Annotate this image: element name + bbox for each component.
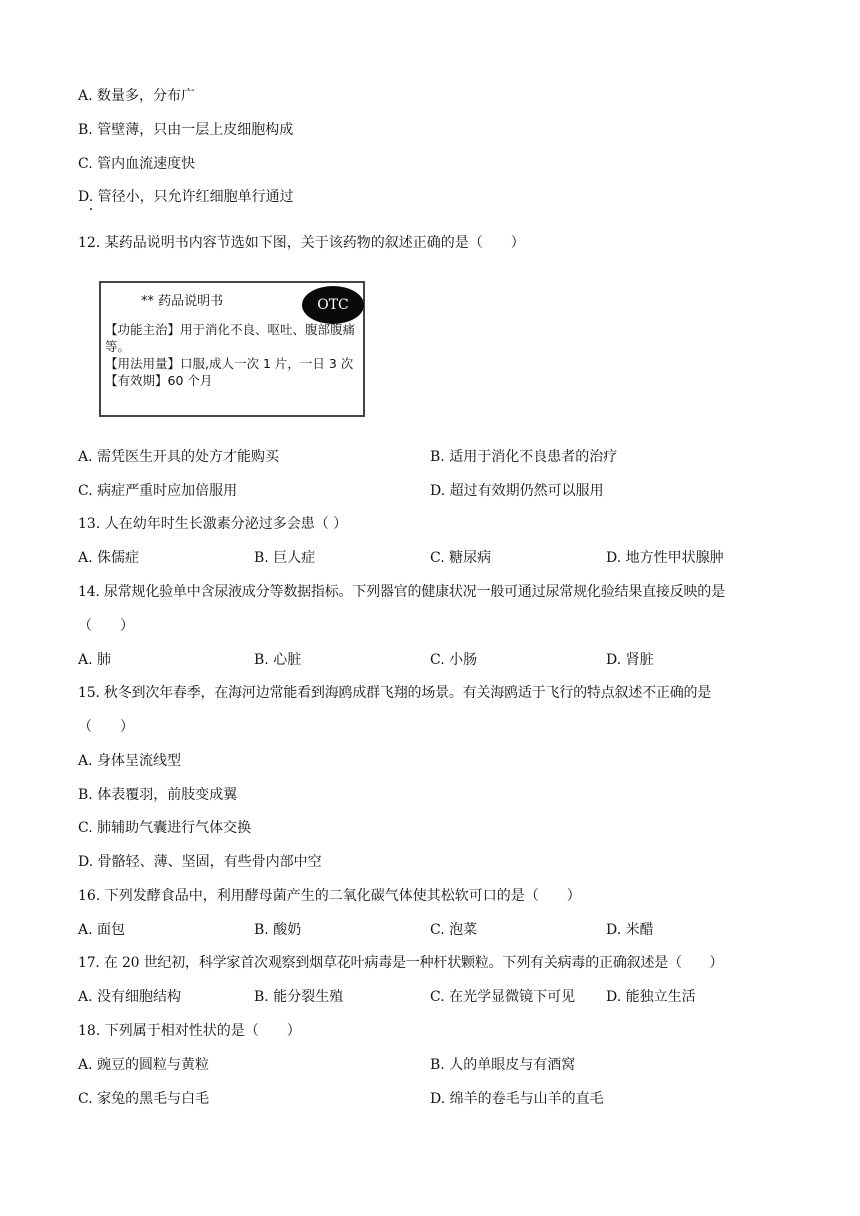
q12-option-a: A. 需凭医生开具的处方才能购买 xyxy=(78,449,280,465)
label-title: ** 药品说明书 xyxy=(141,294,224,309)
q15-stem: 15. 秋冬到次年春季，在海河边常能看到海鸥成群飞翔的场景。有关海鸥适于飞行的特点叙述不正确的是 xyxy=(78,685,712,701)
q14-option-b: B. 心脏 xyxy=(254,652,302,668)
q12-option-c: C. 病症严重时应加倍服用 xyxy=(78,483,238,499)
q15-option-c: C. 肺辅助气囊进行气体交换 xyxy=(78,820,252,836)
q13-option-b: B. 巨人症 xyxy=(254,550,316,566)
q11-option-a: A. 数量多，分布广 xyxy=(78,88,196,104)
q16-stem: 16. 下列发酵食品中，利用酵母菌产生的二氧化碳气体使其松软可口的是（ ） xyxy=(78,888,581,904)
q12-option-b: B. 适用于消化不良患者的治疗 xyxy=(430,449,618,465)
q17-option-a: A. 没有细胞结构 xyxy=(78,989,182,1005)
medicine-label-figure xyxy=(99,281,365,417)
label-line: 【用法用量】口服,成人一次 1 片，一日 3 次 xyxy=(105,356,354,371)
q13-stem: 13. 人在幼年时生长激素分泌过多会患（ ） xyxy=(78,516,348,532)
q11-option-d: D. 管径小，只允许红细胞单行通过 xyxy=(78,189,294,205)
q14-stem: 14. 尿常规化验单中含尿液成分等数据指标。下列器官的健康状况一般可通过尿常规化验结果直接反映的是 xyxy=(78,584,725,600)
stray-dot xyxy=(90,208,92,210)
q12-option-d: D. 超过有效期仍然可以服用 xyxy=(430,483,604,499)
label-line: 【功能主治】用于消化不良、呕吐、腹部腹痛等。 xyxy=(105,322,356,354)
q13-option-a: A. 侏儒症 xyxy=(78,550,140,566)
q11-option-b: B. 管壁薄，只由一层上皮细胞构成 xyxy=(78,122,294,138)
otc-badge: OTC xyxy=(302,286,364,324)
q14-option-d: D. 肾脏 xyxy=(606,652,654,668)
q14-stem-cont: （ ） xyxy=(78,618,134,634)
q16-option-c: C. 泡菜 xyxy=(430,922,478,938)
q16-option-b: B. 酸奶 xyxy=(254,922,302,938)
q16-option-a: A. 面包 xyxy=(78,922,126,938)
q13-option-d: D. 地方性甲状腺肿 xyxy=(606,550,724,566)
q13-option-c: C. 糖尿病 xyxy=(430,550,492,566)
q16-option-d: D. 米醋 xyxy=(606,922,654,938)
q18-stem: 18. 下列属于相对性状的是（ ） xyxy=(78,1023,301,1039)
q17-option-b: B. 能分裂生殖 xyxy=(254,989,344,1005)
q17-option-d: D. 能独立生活 xyxy=(606,989,696,1005)
q15-stem-cont: （ ） xyxy=(78,719,134,735)
q17-stem: 17. 在 20 世纪初，科学家首次观察到烟草花叶病毒是一种杆状颗粒。下列有关病毒的正确叙述是（ ） xyxy=(78,955,724,971)
q14-option-c: C. 小肠 xyxy=(430,652,478,668)
q15-option-d: D. 骨骼轻、薄、坚固，有些骨内部中空 xyxy=(78,854,322,870)
q15-option-b: B. 体表覆羽，前肢变成翼 xyxy=(78,787,238,803)
q18-option-c: C. 家兔的黑毛与白毛 xyxy=(78,1091,210,1107)
q18-option-d: D. 绵羊的卷毛与山羊的直毛 xyxy=(430,1091,604,1107)
q17-option-c: C. 在光学显微镜下可见 xyxy=(430,989,576,1005)
q14-option-a: A. 肺 xyxy=(78,652,112,668)
q18-option-b: B. 人的单眼皮与有酒窝 xyxy=(430,1057,576,1073)
q12-stem: 12. 某药品说明书内容节选如下图，关于该药物的叙述正确的是（ ） xyxy=(78,235,525,251)
label-line: 【有效期】60 个月 xyxy=(105,373,213,388)
q18-option-a: A. 豌豆的圆粒与黄粒 xyxy=(78,1057,210,1073)
q15-option-a: A. 身体呈流线型 xyxy=(78,753,182,769)
label-body xyxy=(105,321,355,389)
q11-option-c: C. 管内血流速度快 xyxy=(78,156,196,172)
